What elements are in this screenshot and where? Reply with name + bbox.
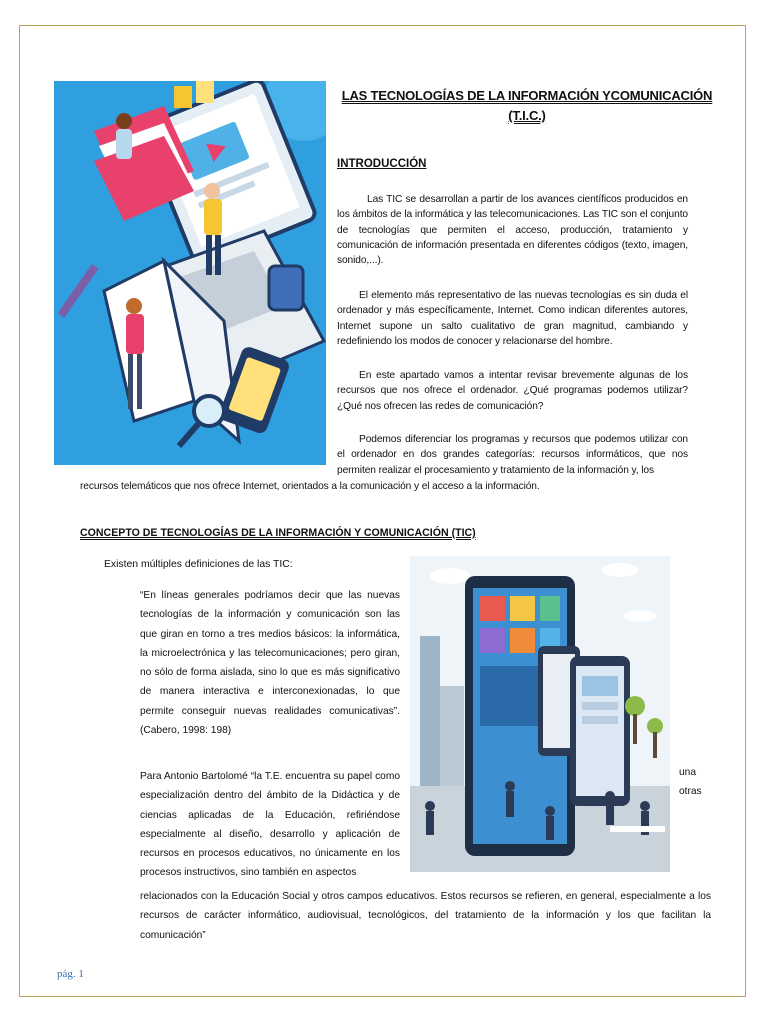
document-title: LAS TECNOLOGÍAS DE LA INFORMACIÓN YCOMUNICACIÓN (T.I.C.) [341,88,713,123]
intro-paragraph-3: En este apartado vamos a intentar revisar brevemente algunas de los recursos que nos ofrece el ordenador. ¿Qué programas podemos utilizar? ¿Qué nos ofrecen las redes de comunicación? [337,370,688,412]
intro-paragraph-4: Podemos diferenciar los programas y recursos que podemos utilizar con el ordenador en dos grandes categorías: recursos informáticos, que nos permiten realizar el procesamiento y tratamiento de la información y, los [337,434,688,476]
page-number: pág. 1 [57,968,84,980]
bartolome-quote: Para Antonio Bartolomé “la T.E. encuentra su papel como especialización dentro del ámbito de la Didáctica y de ciencias aplicadas de la Educación, refiriéndose especialmente al diseño, desarrollo y aplicación de recursos en procesos educativos, no únicamente en los procesos instructivos, sino también en aspectos [140,771,400,879]
intro-paragraph-2: El elemento más representativo de las nuevas tecnologías es sin duda el ordenador y más específicamente, Internet. Como indican diferentes autores, Internet supone un salto cualitativo de gran magnitud, cambiando y redefiniendo los modos de conocer y relacionarse del hombre. [337,290,688,347]
technology-education-illustration [54,81,326,465]
bartolome-quote-word-una: una [679,767,696,778]
bartolome-quote-continued: relacionados con la Educación Social y otros campos educativos. Estos recursos se refieren, en general, especialmente a los recursos de carácter informático, audiovisual, tecnológicos, del tratamiento de la información y los que facilitan la comunicación” [140,891,711,941]
cabero-quote: “En líneas generales podríamos decir que las nuevas tecnologías de la información y comunicación son las que giran en torno a tres medios básicos: la informática, la microelectrónica y las telecomunicaciones; pero giran, no sólo de forma aislada, sino lo que es más significativo de manera interactiva e interconexionadas, lo que permite conseguir nuevas realidades comunicativas”. (Cabero, 1998: 198) [140,590,400,737]
bartolome-quote-word-otras: otras [679,786,702,797]
concept-heading: CONCEPTO DE TECNOLOGÍAS DE LA INFORMACIÓN Y COMUNICACIÓN (TIC) [80,527,476,539]
definitions-intro: Existen múltiples definiciones de las TIC: [104,559,293,570]
intro-heading: INTRODUCCIÓN [337,158,427,170]
digital-city-illustration [410,556,670,872]
intro-paragraph-4-continued: recursos telemáticos que nos ofrece Internet, orientados a la comunicación y el acceso a la información. [80,481,540,492]
intro-paragraph-1: Las TIC se desarrollan a partir de los avances científicos producidos en los ámbitos de la informática y las telecomunicaciones. Las TIC son el conjunto de tecnologías que permiten el acceso, producción, tratamiento y comunicación de información presentada en diferentes códigos (texto, imagen, sonido,...). [337,194,688,267]
